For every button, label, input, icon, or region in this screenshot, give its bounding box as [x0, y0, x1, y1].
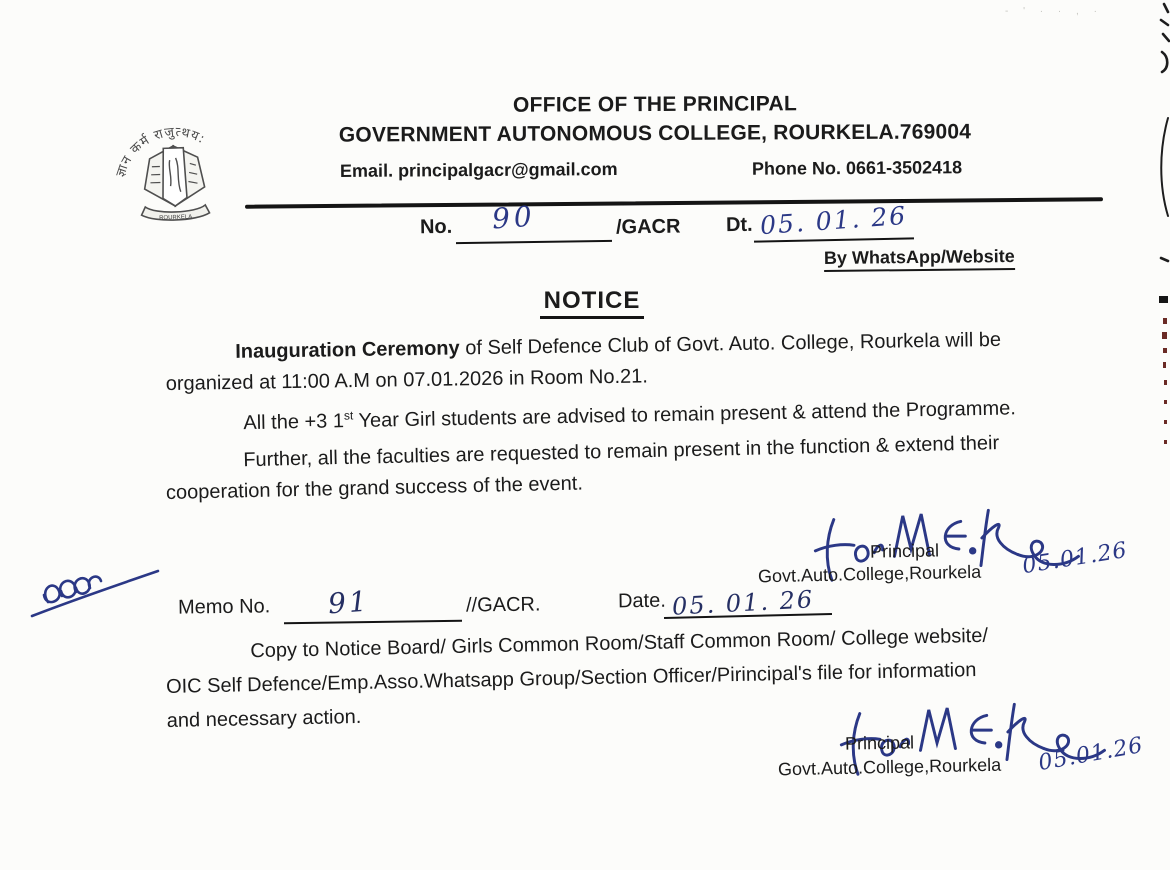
svg-text:ROURKELA: ROURKELA: [159, 214, 193, 222]
signature-org: Govt.Auto.College,Rourkela: [757, 561, 982, 587]
phone-label: Phone No. 0661-3502418: [751, 157, 963, 179]
signature-date-script: 05.01.26: [1020, 537, 1130, 580]
signature-role-2: Principal: [844, 732, 915, 754]
ref-no-label: No.: [419, 215, 453, 239]
ref-dt-handwritten-value: 05. 01. 26: [759, 200, 909, 241]
signature-org-2: Govt.Auto.College,Rourkela: [777, 754, 1002, 780]
ref-dt-label: Dt.: [725, 213, 753, 237]
college-name: GOVERNMENT AUTONOMOUS COLLEGE, ROURKELA.769004: [338, 120, 972, 147]
notice-title: NOTICE: [492, 287, 692, 315]
paragraph-students: All the +3 1st Year Girl students are advised to remain present & attend the Programme.: [243, 397, 1016, 435]
memo-gacr-suffix: //GACR.: [465, 593, 541, 617]
paragraph-bold-lead: Inauguration Ceremony: [235, 337, 460, 363]
margin-initials-script: [18, 548, 168, 626]
memo-no-underline: [284, 620, 462, 624]
svg-text:ज्ञान कर्म राजुत्थय:: ज्ञान कर्म राजुत्थय:: [113, 124, 208, 179]
email-label: Email. principalgacr@gmail.com: [339, 159, 618, 181]
delivery-note: By WhatsApp/Website: [824, 246, 1015, 272]
ordinal-superscript: st: [343, 408, 354, 423]
header-rule: [245, 197, 1103, 208]
copy-to-paragraph: Copy to Notice Board/ Girls Common Room/Staff Common Room/ College website/ OIC Self Defence/Emp.Asso.Whatsapp Group/Section Officer/Pirincipal's file for information and necessary action.: [165, 624, 989, 732]
college-emblem-logo: [108, 100, 241, 239]
memo-date-handwritten-value: 05. 01. 26: [671, 585, 815, 621]
memo-no-label: Memo No.: [177, 595, 271, 619]
ref-no-underline: [456, 240, 612, 244]
memo-no-handwritten-value: 91: [326, 584, 371, 621]
signature-role: Principal: [869, 540, 940, 562]
scan-edge-marks: [1154, 0, 1170, 470]
ref-no-handwritten-value: 90: [490, 199, 537, 236]
memo-date-label: Date.: [617, 589, 666, 613]
paragraph-faculties: Further, all the faculties are requested to remain present in the function & extend their cooperation for the grand success of the event.: [165, 432, 1000, 504]
signature-date-script-2: 05.01.26: [1036, 732, 1146, 777]
paragraph-inauguration: Inauguration Ceremony of Self Defence Club of Govt. Auto. College, Rourkela will be organized at 11:00 A.M on 07.01.2026 in Room No.21.: [165, 328, 1002, 395]
scan-speckles: - ' · · , ·: [1005, 6, 1103, 17]
office-title: OFFICE OF THE PRINCIPAL: [512, 92, 798, 117]
ref-gacr-suffix: /GACR: [615, 215, 681, 239]
